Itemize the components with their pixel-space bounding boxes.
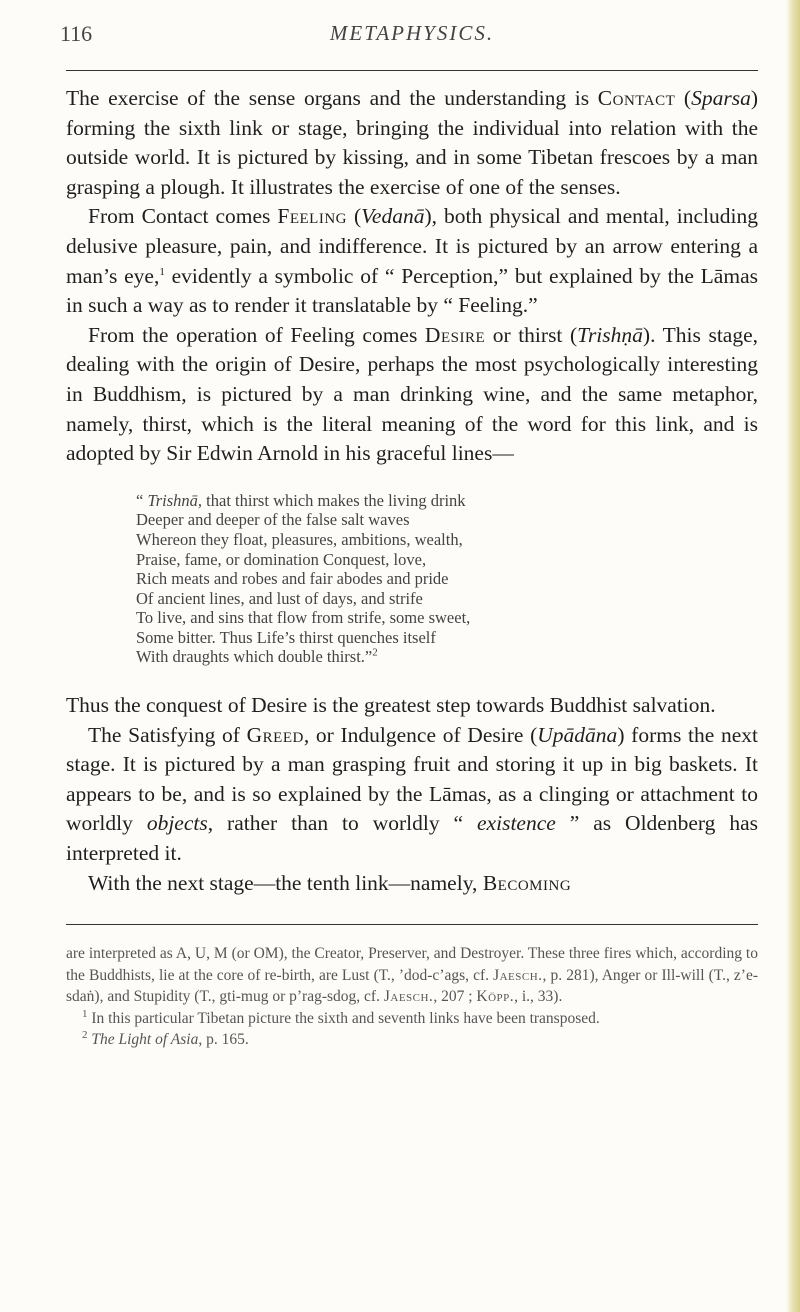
footnote-2: $^2$ The Light of Asia, p. 165.	[82, 1029, 249, 1049]
poem-line: Praise, fame, or domination Conquest, love,	[136, 549, 427, 569]
poem-line: Rich meats and robes and fair abodes and pride	[136, 569, 449, 589]
paragraph-feeling: From Contact comes Feeling (Vedanā), both physical and mental, including delusive pleasure, pain, and indifference. It is pictured by an arrow entering a man’s eye,$^1$ evidently a symbolic of “ Perception,” but explained by the Lāmas in such a way as to render it translatable by “ Feeling.”	[66, 204, 759, 318]
footnote-continuation: are interpreted as A, U, M (or OM), the Creator, Preserver, and Destroyer. These three fires which, according to the Buddhists, lie at the core of re-birth, are Lust (T., ’dod-c’ags, cf. Jaesch., p. 281), Anger or Ill-will (T., z’e-sdaṅ), and Stupidity (T., gti-mug or p’rag-sdog, cf. Jaesch., 207 ; Köpp., i., 33).	[66, 945, 758, 1006]
paragraph-desire: From the operation of Feeling comes Desire or thirst (Trishṇā). This stage, dealing with the origin of Desire, perhaps the most psychologically interesting in Buddhism, is pictured by a man drinking wine, and the same metaphor, namely, thirst, which is the literal meaning of the word for this link, and is adopted by Sir Edwin Arnold in his graceful lines—	[66, 322, 759, 466]
running-header	[60, 0, 758, 74]
page-edge	[786, 0, 800, 1312]
poem-line: To live, and sins that flow from strife, some sweet,	[136, 608, 471, 628]
main-text	[66, 84, 758, 469]
poem-line: Deeper and deeper of the false salt waves	[136, 510, 410, 530]
poem-line: Whereon they float, pleasures, ambitions, wealth,	[136, 529, 463, 549]
page-number: 116	[60, 21, 93, 46]
paragraph-conquest: Thus the conquest of Desire is the greatest step towards Buddhist salvation.	[66, 693, 716, 718]
poem-line: With draughts which double thirst.”$^2$	[136, 646, 378, 667]
paragraph-greed: The Satisfying of Greed, or Indulgence of Desire (Upādāna) forms the next stage. It is pictured by a man grasping fruit and storing it up in big baskets. It appears to be, and is so explained by the Lāmas, as a clinging or attachment to worldly objects, rather than to worldly “ existence ” as Oldenberg has interpreted it.	[66, 722, 759, 866]
footnote-ref-2: 2	[372, 646, 378, 659]
poem-line: Of ancient lines, and lust of days, and strife	[136, 588, 423, 608]
footnote-1: $^1$ In this particular Tibetan picture the sixth and seventh links have been transposed.	[82, 1007, 600, 1027]
header-rule	[66, 70, 758, 71]
book-page	[60, 0, 759, 1051]
footnotes	[66, 943, 758, 1051]
paragraph-contact: The exercise of the sense organs and the understanding is Contact (Sparsa) forming the sixth link or stage, bringing the individual into relation with the outside world. It is pictured by kissing, and in some Tibetan frescoes by a man grasping a plough. It illustrates the exercise of one of the senses.	[66, 86, 758, 199]
poem-quotation	[136, 491, 758, 667]
poem-line: “ Trishnā, that thirst which makes the living drink	[136, 490, 466, 510]
poem-line: Some bitter. Thus Life’s thirst quenches itself	[136, 627, 436, 647]
main-text-continued	[66, 691, 758, 898]
paragraph-becoming: With the next stage—the tenth link—namely, Becoming	[88, 870, 572, 895]
footnote-ref-1: 1	[159, 265, 165, 278]
running-title: METAPHYSICS.	[329, 21, 495, 45]
footnote-rule	[66, 924, 758, 925]
